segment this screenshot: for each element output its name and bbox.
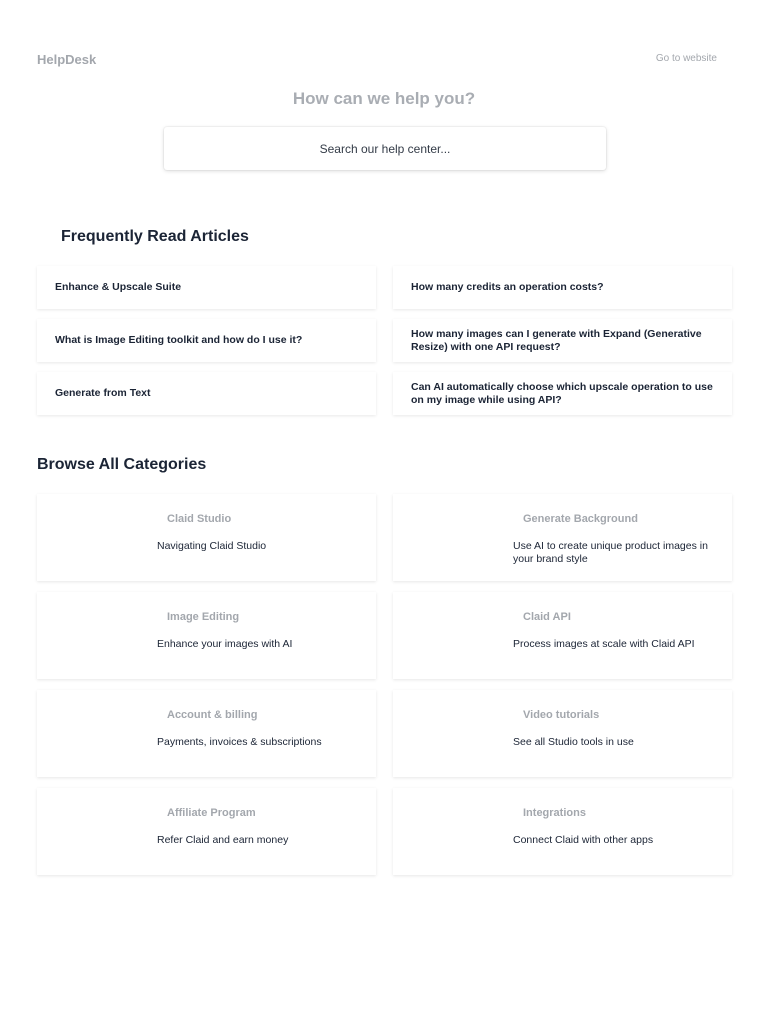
hero-title: How can we help you?	[292, 89, 476, 108]
article-link[interactable]: How many images can I generate with Expand (Generative Resize) with one API request?	[393, 319, 732, 362]
category-description: Connect Claid with other apps	[513, 834, 654, 846]
category-description: Enhance your images with AI	[157, 638, 293, 650]
category-title: Image Editing	[167, 611, 240, 623]
search-input[interactable]	[164, 127, 606, 170]
article-link[interactable]: Generate from Text	[37, 372, 376, 415]
articles-grid	[37, 266, 732, 415]
category-card-video-tutorials[interactable]	[393, 690, 732, 777]
category-title: Account & billing	[167, 709, 258, 721]
category-card-claid-api[interactable]	[393, 592, 732, 679]
article-link[interactable]: Enhance & Upscale Suite	[37, 266, 376, 309]
article-link[interactable]: Can AI automatically choose which upscale operation to use on my image while using API?	[393, 372, 732, 415]
category-title: Generate Background	[523, 513, 638, 525]
category-description: Navigating Claid Studio	[157, 540, 267, 552]
frequently-read-heading: Frequently Read Articles	[61, 228, 249, 245]
category-title: Integrations	[523, 807, 586, 819]
categories-grid	[37, 494, 732, 875]
category-card-account-billing[interactable]	[37, 690, 376, 777]
category-card-affiliate-program[interactable]	[37, 788, 376, 875]
category-title: Affiliate Program	[167, 807, 256, 819]
category-title: Claid API	[523, 611, 571, 623]
category-card-image-editing[interactable]	[37, 592, 376, 679]
go-to-website-link[interactable]: Go to website	[655, 53, 717, 64]
category-description: Payments, invoices & subscriptions	[157, 736, 322, 748]
category-title: Video tutorials	[523, 709, 600, 721]
category-card-generate-background[interactable]	[393, 494, 732, 581]
category-description: Use AI to create unique product images in your brand style	[513, 540, 708, 565]
category-description: Refer Claid and earn money	[157, 834, 289, 846]
article-link[interactable]: What is Image Editing toolkit and how do I use it?	[37, 319, 376, 362]
category-description: See all Studio tools in use	[513, 736, 634, 748]
category-card-claid-studio[interactable]	[37, 494, 376, 581]
category-description: Process images at scale with Claid API	[513, 638, 695, 650]
search-box[interactable]	[164, 127, 606, 170]
category-title: Claid Studio	[167, 513, 232, 525]
browse-categories-heading: Browse All Categories	[37, 456, 207, 473]
article-link[interactable]: How many credits an operation costs?	[393, 266, 732, 309]
helpdesk-logo[interactable]: HelpDesk	[37, 52, 97, 67]
category-card-integrations[interactable]	[393, 788, 732, 875]
